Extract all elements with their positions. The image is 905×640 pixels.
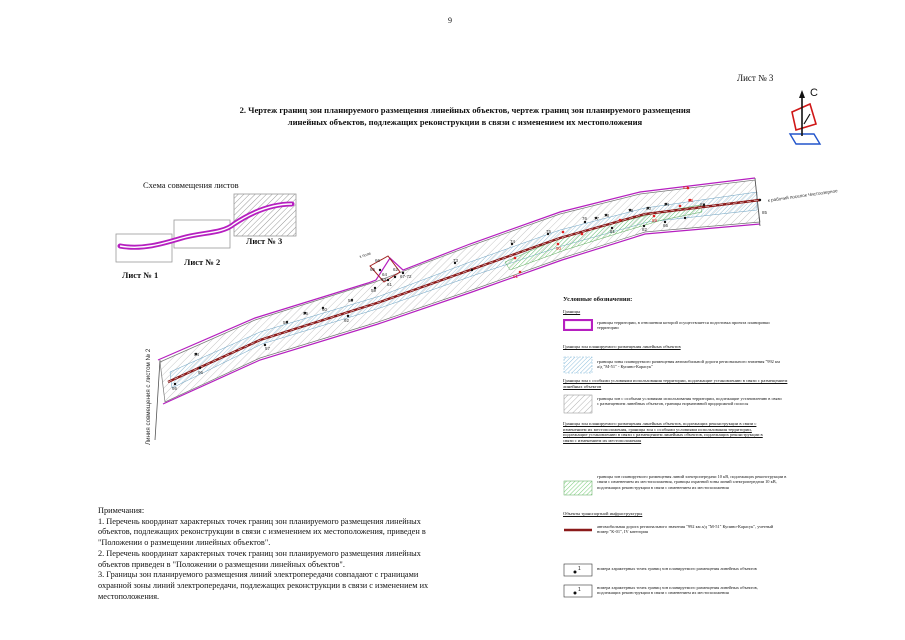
point-label: 65 xyxy=(370,267,376,272)
road-label-small: к поле xyxy=(358,250,372,259)
legend-title: Условные обозначения: xyxy=(563,296,633,303)
legend-swatch-blue xyxy=(563,356,593,374)
legend-swatch-gray xyxy=(563,394,593,414)
point-label: 95 xyxy=(172,386,178,391)
legend-text-green: границы зон планируемого размещения линий электропередачи 10 кВ, подлежащих реконструкции в связи с изменением их местоположения, границы охранной зоны линий электропередачи 10 кВ, подлежащих реконструкции в связи с изменением их местоположения xyxy=(597,474,787,490)
point-label: 55 xyxy=(283,320,289,325)
legend-text-territory: границы территории, в отношении которой осуществляется подготовка проекта планировки территории xyxy=(597,320,770,331)
point-label: 57 xyxy=(265,346,271,351)
page-number: 9 xyxy=(448,16,452,25)
legend-text-road: автомобильная дорога регионального значения "992 км а/д "М-51" Купино-Карасук", учетный номер "К-01", IV категория xyxy=(597,524,774,535)
note-2: 2. Перечень координат характерных точек границ зон планируемого размещения линейных объектов приведен в "Положении о размещении линейных объектов". xyxy=(98,548,421,569)
scheme-sheet-2: Лист № 2 xyxy=(184,257,221,267)
point-label: 60 xyxy=(322,307,328,312)
legend-swatch-green xyxy=(563,480,593,496)
legend-swatch-territory xyxy=(563,319,593,331)
point-label: 90 xyxy=(556,246,562,251)
point-label: 76 xyxy=(582,216,588,221)
scheme-sheet-1: Лист № 1 xyxy=(122,270,159,280)
point-label: 75 xyxy=(546,229,552,234)
point-label: 91 xyxy=(513,274,519,279)
legend-swatch-road xyxy=(563,524,593,536)
notes-block xyxy=(98,506,448,602)
point-label: 87 xyxy=(683,185,689,190)
title-line-1: 2. Чертеж границ зон планируемого размещения линейных объектов, чертеж границ зон планируемого размещения xyxy=(239,105,691,115)
legend-swatch-black-point xyxy=(563,563,593,577)
scheme-sheet-3: Лист № 3 xyxy=(246,236,283,246)
point-label: 80 xyxy=(646,206,652,211)
point-label: 92 xyxy=(344,318,350,323)
point-label: 66 xyxy=(375,258,381,263)
note-3: 3. Границы зон планируемого размещения линий электропередачи совпадают с границами охранной зоны линий электропередачи, подлежащих реконструкции в связи с изменением их местоположения. xyxy=(98,570,429,601)
north-label: С xyxy=(810,87,818,99)
point-label: 89 xyxy=(652,218,658,223)
notes-title: Примечания: xyxy=(98,506,145,515)
point-label: 78 xyxy=(604,213,610,218)
road-label-right: к рабочий поселок Чистоозерное xyxy=(767,188,838,203)
legend-heading-zones: Границы зон планируемого размещения линейных объектов xyxy=(563,344,681,349)
point-label: 62 xyxy=(393,267,399,272)
legend-text-black-point: номера характерных точек границ зон планируемого размещения линейных объектов xyxy=(597,566,757,571)
point-label: 67-72 xyxy=(400,274,412,279)
side-line-label: Линия совмещения с листом № 2 xyxy=(145,348,152,445)
svg-text:1: 1 xyxy=(578,566,581,572)
point-label: 74 xyxy=(510,239,516,244)
point-label: 81 xyxy=(610,229,616,234)
legend-swatch-red-point xyxy=(563,584,593,598)
scheme-title: Схема совмещения листов xyxy=(143,180,239,190)
point-label: 59 xyxy=(371,288,377,293)
point-label: 85 xyxy=(762,210,768,215)
point-label: 64 xyxy=(382,272,388,277)
point-label: 73 xyxy=(453,258,459,263)
legend-text-gray: границы зон с особыми условиями использования территории, подлежащие установлению в связи с размещением линейных объектов, границы нормативной придорожной полосы xyxy=(597,396,782,407)
point-label: 77 xyxy=(594,216,600,221)
sheet-label: Лист № 3 xyxy=(737,73,774,83)
note-1: 1. Перечень координат характерных точек границ зон планируемого размещения линейных объектов, подлежащих реконструкции в связи с изменением их местоположения, приведен в "Положении о размещении линейных объектов". xyxy=(98,516,426,548)
point-label: 54 xyxy=(194,352,200,357)
point-label: 84 xyxy=(664,202,670,207)
point-label: 96 xyxy=(198,370,204,375)
svg-text:1: 1 xyxy=(578,587,581,593)
legend-text-red-point: номера характерных точек границ зон планируемого размещения линейных объектов, подлежащих реконструкции в связи с изменением их местоположения xyxy=(597,585,758,596)
legend-text-blue: границы зоны планируемого размещения автомобильной дороги регионального значения "992 км а/д "М-51" - Купино-Карасук" xyxy=(597,359,780,370)
legend-heading-boundaries: Границы xyxy=(563,309,581,314)
legend-heading-reconstruction: Границы зон планируемого размещения линейных объектов, подлежащих реконструкции в связи с изменением их местоположения, границы зон с особыми условиями использования территории, подлежащие установлению в связи с размещением линейных объектов, подлежащих реконструкции в связи с изменением их местоположения xyxy=(563,421,763,443)
title-line-2: линейных объектов, подлежащих реконструкции в связи с изменением их местоположения xyxy=(287,117,643,127)
legend-heading-transport: Объекты транспортной инфраструктуры xyxy=(563,511,643,516)
point-label: 79 xyxy=(628,208,634,213)
point-label: 83 xyxy=(700,202,706,207)
legend-heading-special: Границы зон с особыми условиями использования территории, подлежащие установлению в связи с размещением линейных объектов xyxy=(563,378,788,389)
point-label: 88 xyxy=(688,198,694,203)
point-label: 61 xyxy=(387,282,393,287)
point-label: 58 xyxy=(348,298,354,303)
point-label: 82 xyxy=(642,227,648,232)
point-label: 63 xyxy=(381,277,387,282)
point-label: 56 xyxy=(303,311,309,316)
point-label: 86 xyxy=(663,223,669,228)
